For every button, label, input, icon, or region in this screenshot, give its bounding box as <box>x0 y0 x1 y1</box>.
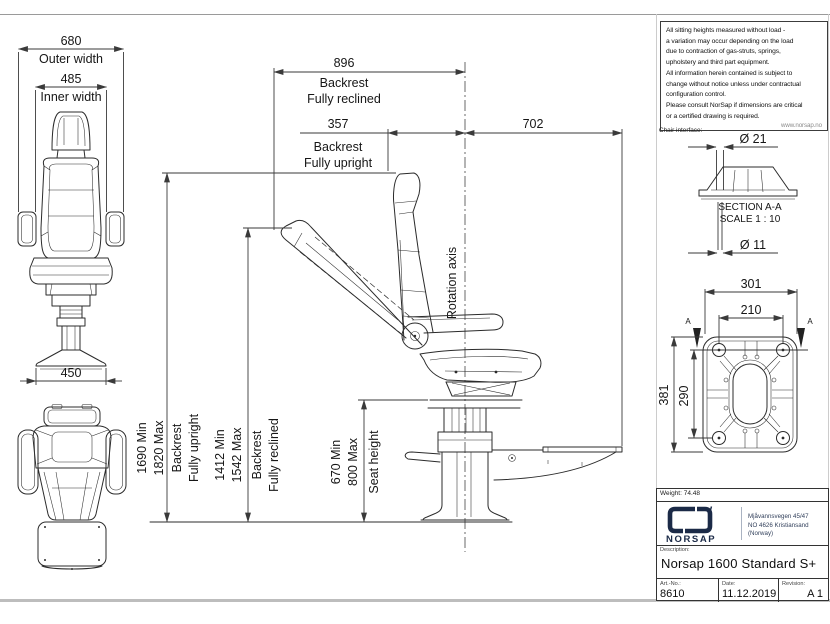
title-block <box>656 488 829 601</box>
company-address <box>748 513 828 539</box>
date-cell <box>719 579 779 602</box>
description-label: Description: <box>660 547 690 553</box>
dim-dia-21 <box>688 132 778 190</box>
meta-row <box>657 578 828 602</box>
side-view <box>135 56 622 552</box>
logo-row <box>657 502 828 545</box>
dim-footrest-reach <box>465 117 622 446</box>
front-view <box>18 34 124 385</box>
note-line: All sitting heights measured without load - <box>666 27 786 34</box>
dim-backrest-upright <box>300 117 465 171</box>
notes-box <box>660 21 828 131</box>
revision-cell <box>779 579 828 602</box>
cone-art <box>699 167 797 199</box>
outer-width-value: 680 <box>60 34 82 48</box>
height-upright-label-1: Backrest <box>170 423 184 473</box>
section-arrow-left <box>693 328 701 348</box>
height-reclined-label-2: Fully reclined <box>267 418 281 492</box>
website-link: www.norsap.no <box>780 122 822 130</box>
note-line: Please consult NorSap if dimensions are critical <box>666 101 803 109</box>
inner-width-value: 485 <box>60 72 82 86</box>
note-line: upholstery and third part equipment. <box>666 59 770 67</box>
brand-name: NORSAP <box>666 534 717 545</box>
plate-381-value: 381 <box>657 384 671 406</box>
artno-label: Art.-No.: <box>660 581 681 587</box>
reclined-value: 896 <box>333 56 355 70</box>
plate-210-value: 210 <box>740 303 762 317</box>
section-view <box>688 132 797 253</box>
artno-cell <box>657 579 719 602</box>
note-line: All information herein contained is subject to <box>666 69 793 77</box>
upright-value: 357 <box>327 117 349 131</box>
section-letter-left: A <box>685 317 691 326</box>
address-line-2: NO 4626 Kristiansand (Norway) <box>748 521 809 538</box>
outer-width-label: Outer width <box>39 52 103 66</box>
section-name: SECTION A-A <box>718 202 782 213</box>
seat-height-label: Seat height <box>367 430 381 494</box>
upright-label-1: Backrest <box>313 140 363 154</box>
weight-row: Weight: 74.48 <box>657 489 828 502</box>
section-arrow-right <box>797 328 805 348</box>
height-reclined-label-1: Backrest <box>250 430 264 480</box>
artno-value: 8610 <box>660 588 685 600</box>
base-width-value: 450 <box>60 366 82 380</box>
dim-backrest-reclined <box>274 56 465 230</box>
note-line: change without notice unless under contractual <box>666 80 801 88</box>
dia-21-value: Ø 21 <box>739 132 767 146</box>
note-line: due to contraction of gas-struts, springs, <box>666 48 781 56</box>
plate-art <box>703 337 797 452</box>
seat-height-max: 800 Max <box>346 438 360 486</box>
dim-base-width <box>20 366 122 385</box>
reclined-label-2: Fully reclined <box>307 92 381 106</box>
height-upright-max: 1820 Max <box>152 420 166 476</box>
address-line-1: Mjåvannsvegen 45/47 <box>748 513 809 520</box>
front-chair-art <box>18 112 124 369</box>
plate-301-value: 301 <box>740 277 762 291</box>
height-reclined-max: 1542 Max <box>230 427 244 483</box>
dim-inner-width <box>36 72 107 212</box>
section-scale: SCALE 1 : 10 <box>719 214 781 225</box>
reclined-label-1: Backrest <box>319 76 369 90</box>
note-line: configuration control. <box>666 91 726 99</box>
dim-plate-290 <box>677 350 713 438</box>
dim-plate-210 <box>719 303 783 344</box>
footrest-value: 702 <box>522 117 544 131</box>
height-upright-min: 1690 Min <box>135 422 149 474</box>
drawing-description: Norsap 1600 Standard S+ <box>661 556 817 571</box>
dim-seat-height <box>329 400 428 522</box>
chair-interface-label: Chair interface: <box>659 127 703 134</box>
revision-label: Revision: <box>782 581 806 587</box>
note-line: or a certified drawing is required. <box>666 112 760 120</box>
plate-view <box>657 277 813 452</box>
seat-height-min: 670 Min <box>329 439 343 485</box>
upright-label-2: Fully upright <box>303 156 373 170</box>
rotation-axis-label: Rotation axis <box>445 246 459 320</box>
interface-drawings <box>656 126 830 488</box>
date-value: 11.12.2019 <box>722 588 777 600</box>
height-upright-label-2: Fully upright <box>187 413 201 483</box>
note-line: a variation may occur depending on the load <box>666 37 794 45</box>
dim-outer-width <box>19 34 124 212</box>
plate-290-value: 290 <box>677 385 691 407</box>
section-letter-right: A <box>807 317 813 326</box>
revision-value: A 1 <box>807 588 823 600</box>
dia-11-value: Ø 11 <box>739 238 767 252</box>
top-view <box>18 405 126 571</box>
inner-width-label: Inner width <box>40 90 102 104</box>
dim-height-reclined <box>213 228 292 522</box>
description-row <box>657 545 828 578</box>
height-reclined-min: 1412 Min <box>213 429 227 481</box>
date-label: Date: <box>722 581 736 587</box>
norsap-logo-icon <box>667 506 713 534</box>
logo-divider <box>741 507 742 540</box>
